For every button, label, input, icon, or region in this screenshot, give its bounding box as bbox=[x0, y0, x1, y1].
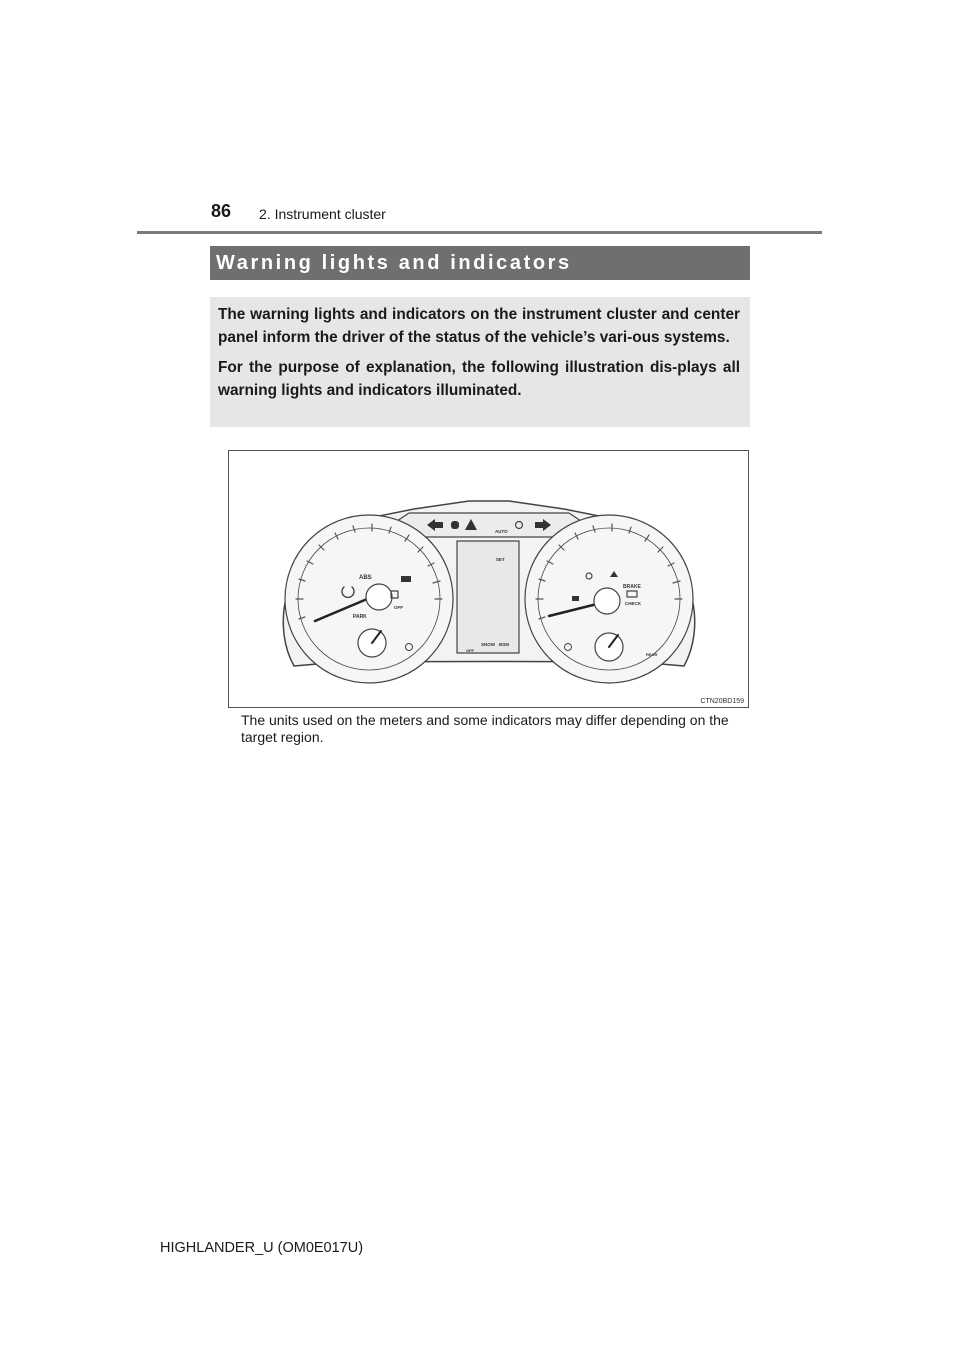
rear-off-label: OFF bbox=[466, 648, 474, 653]
page-number: 86 bbox=[211, 201, 232, 221]
section-title: 2. Instrument cluster bbox=[259, 206, 386, 222]
multi-information-display bbox=[457, 541, 519, 653]
brake-label: BRAKE bbox=[623, 584, 641, 590]
park-label: PARK bbox=[353, 614, 367, 620]
header-rule bbox=[137, 231, 822, 234]
intro-paragraph-2: For the purpose of explanation, the following illustration dis-plays all warning lights and indicators illuminated. bbox=[218, 359, 740, 399]
abs-indicator-box bbox=[401, 576, 411, 582]
auto-label: AUTO bbox=[495, 529, 508, 534]
intro-paragraph-1: The warning lights and indicators on the instrument cluster and center panel inform the driver of the status of the vehicle’s vari-ous systems. bbox=[218, 306, 740, 346]
rear-label: REAR bbox=[646, 652, 658, 657]
set-label: SET bbox=[496, 557, 505, 562]
footer-model-code: HIGHLANDER_U (OM0E017U) bbox=[160, 1240, 364, 1256]
figure-caption: The units used on the meters and some indicators may differ depending on the target region. bbox=[241, 712, 729, 745]
headlight-icon bbox=[451, 521, 459, 529]
bsm-label: BSM bbox=[499, 642, 509, 647]
top-indicator-strip bbox=[394, 513, 584, 537]
speedometer-hub bbox=[366, 584, 392, 610]
instrument-cluster-illustration bbox=[229, 451, 748, 707]
snow-label: SNOW bbox=[481, 642, 495, 647]
instrument-cluster-figure bbox=[228, 450, 749, 708]
figure-code: CTN20BD159 bbox=[700, 698, 744, 705]
tachometer-hub bbox=[594, 588, 620, 614]
check-label: CHECK bbox=[625, 601, 642, 606]
abs-label: ABS bbox=[359, 575, 372, 581]
vsc-off-label: OFF bbox=[394, 605, 403, 610]
intro-box bbox=[210, 297, 750, 427]
battery-icon bbox=[572, 596, 579, 601]
page-title: Warning lights and indicators bbox=[210, 246, 750, 280]
